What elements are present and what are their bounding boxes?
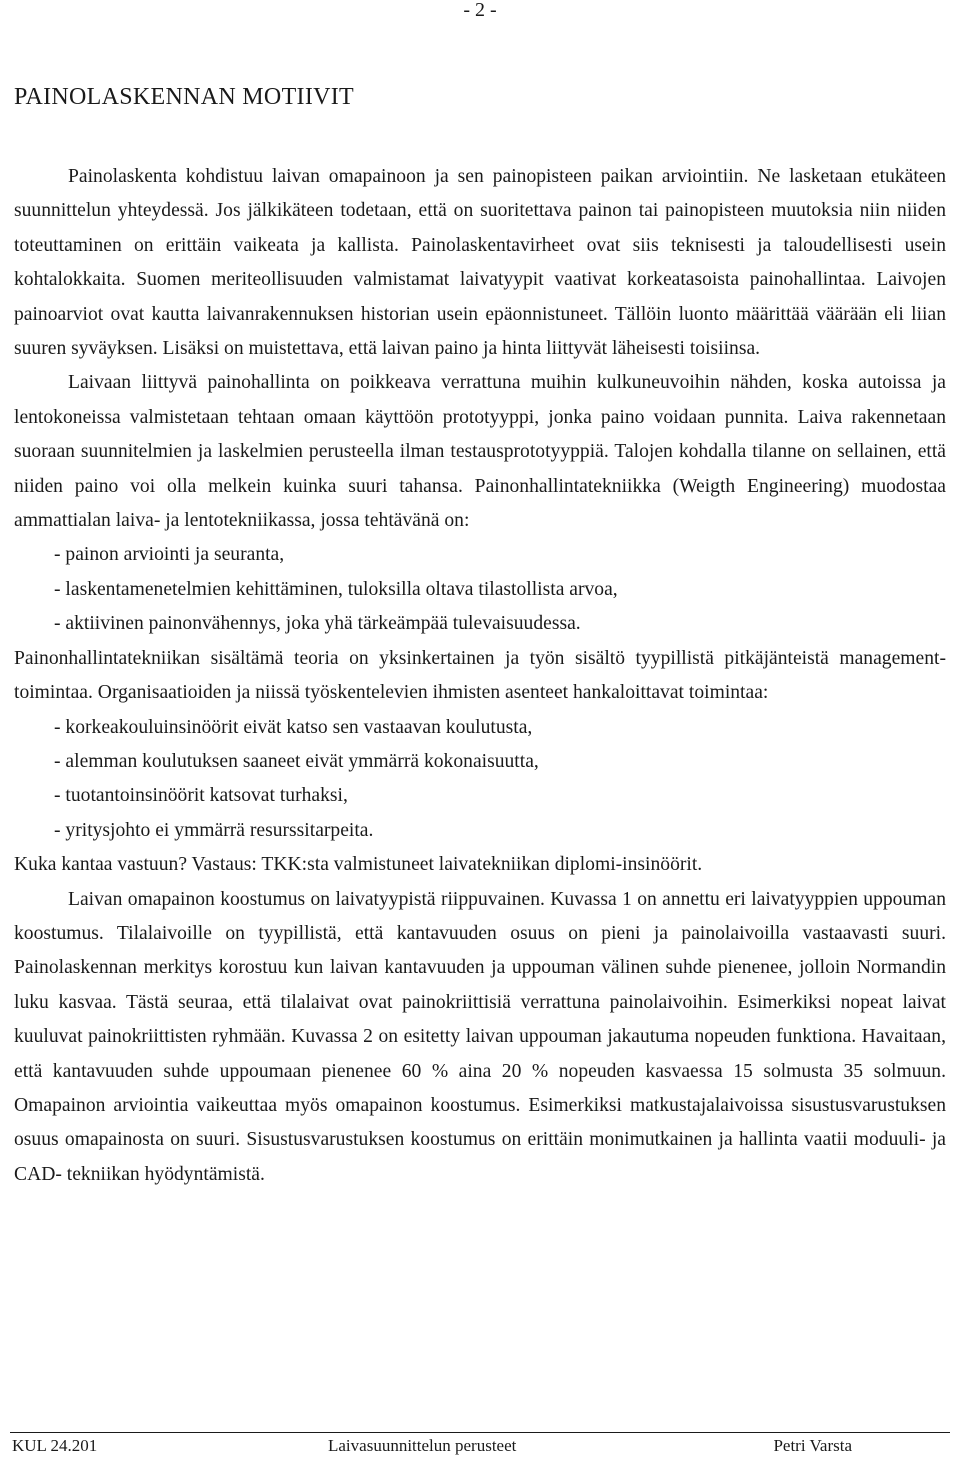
body-text (14, 160, 946, 1192)
list-item: - alemman koulutuksen saaneet eivät ymmärrä kokonaisuutta, (54, 750, 539, 772)
list-item: - korkeakouluinsinöörit eivät katso sen vastaavan koulutusta, (54, 716, 533, 738)
list-item: - aktiivinen painonvähennys, joka yhä tärkeämpää tulevaisuudessa. (54, 613, 581, 635)
list-item: - painon arviointi ja seuranta, (54, 544, 285, 566)
paragraph-4: Kuka kantaa vastuun? Vastaus: TKK:sta valmistuneet laivatekniikan diplomi-insinöörit. (14, 854, 703, 876)
footer-course-title: Laivasuunnittelun perusteet (328, 1436, 517, 1455)
list-item: - tuotantoinsinöörit katsovat turhaksi, (54, 785, 348, 807)
list-item: - yritysjohto ei ymmärrä resurssitarpeita. (54, 819, 374, 841)
page-footer (12, 1436, 948, 1456)
paragraph-5: Laivan omapainon koostumus on laivatyypistä riippuvainen. Kuvassa 1 on annettu eri laivatyyppien uppouman koostumus. Tilalaivoille on tyypillistä, että kantavuuden osuus on pieni ja painolaivoilla vastaavasti suuri. Painolaskennan merkitys korostuu kun laivan kantavuuden ja uppouman välinen suhde pienenee, jolloin Normandin luku kasvaa. Tästä seuraa, että tilalaivat ovat painokriittisiä verrattuna painolaivoihin. Esimerkiksi nopeat laivat kuuluvat painokriittisten ryhmään. Kuvassa 2 on esitetty laivan uppouman jakautuma nopeuden funktiona. Havaitaan, että kantavuuden suhde uppoumaan pienenee 60 % aina 20 % nopeuden kasvaessa 15 solmusta 35 solmuun. Omapainon arviointia vaikeuttaa myös omapainon koostumus. Esimerkiksi matkustajalaivoissa sisustusvarustuksen osuus omapainosta on suuri. Sisustusvarustuksen koostumus on erittäin monimutkainen ja hallinta vaatii moduuli- ja CAD- tekniikan hyödyntämistä. (14, 888, 946, 1185)
page-number: - 2 - (463, 0, 497, 21)
task-list (14, 538, 946, 641)
paragraph-3: Painonhallintatekniikan sisältämä teoria on yksinkertainen ja työn sisältö tyypillistä pitkäjänteistä management-toimintaa. Organisaatioiden ja niissä työskentelevien ihmisten asenteet hankaloittavat toimintaa: (14, 647, 946, 704)
section-heading: PAINOLASKENNAN MOTIIVIT (14, 84, 354, 110)
attitude-list (14, 711, 946, 849)
paragraph-1: Painolaskenta kohdistuu laivan omapainoon ja sen painopisteen paikan arviointiin. Ne lasketaan etukäteen suunnittelun yhteydessä. Jos jälkikäteen todetaan, että on suoritettava painon tai painopisteen muutoksia niin niiden toteuttaminen on erittäin vaikeata ja kallista. Painolaskentavirheet ovat siis teknisesti ja taloudellisesti usein kohtalokkaita. Suomen meriteollisuuden valmistamat laivatyypit vaativat korkeatasoista painohallintaa. Laivojen painoarviot ovat kautta laivanrakennuksen historian usein epäonnistuneet. Tällöin luonto määrittää väärään eli liian suuren syväyksen. Lisäksi on muistettava, että laivan paino ja hinta liittyvät läheisesti toisiinsa. (14, 166, 946, 360)
list-item: - laskentamenetelmien kehittäminen, tuloksilla oltava tilastollista arvoa, (54, 578, 618, 600)
footer-divider (10, 1432, 950, 1433)
footer-author: Petri Varsta (773, 1436, 852, 1455)
footer-course-code: KUL 24.201 (12, 1436, 98, 1455)
paragraph-2: Laivaan liittyvä painohallinta on poikkeava verrattuna muihin kulkuneuvoihin nähden, koska autoissa ja lentokoneissa valmistetaan tehtaan omaan käyttöön prototyyppi, jonka paino voidaan punnita. Laiva rakennetaan suoraan suunnitelmien ja laskelmien perusteella ilman testausprototyyppiä. Talojen kohdalla tilanne on sellainen, että niiden paino voi olla melkein kuinka suuri tahansa. Painonhallintatekniikka (Weigth Engineering) muodostaa ammattialan laiva- ja lentotekniikassa, jossa tehtävänä on: (14, 372, 946, 532)
